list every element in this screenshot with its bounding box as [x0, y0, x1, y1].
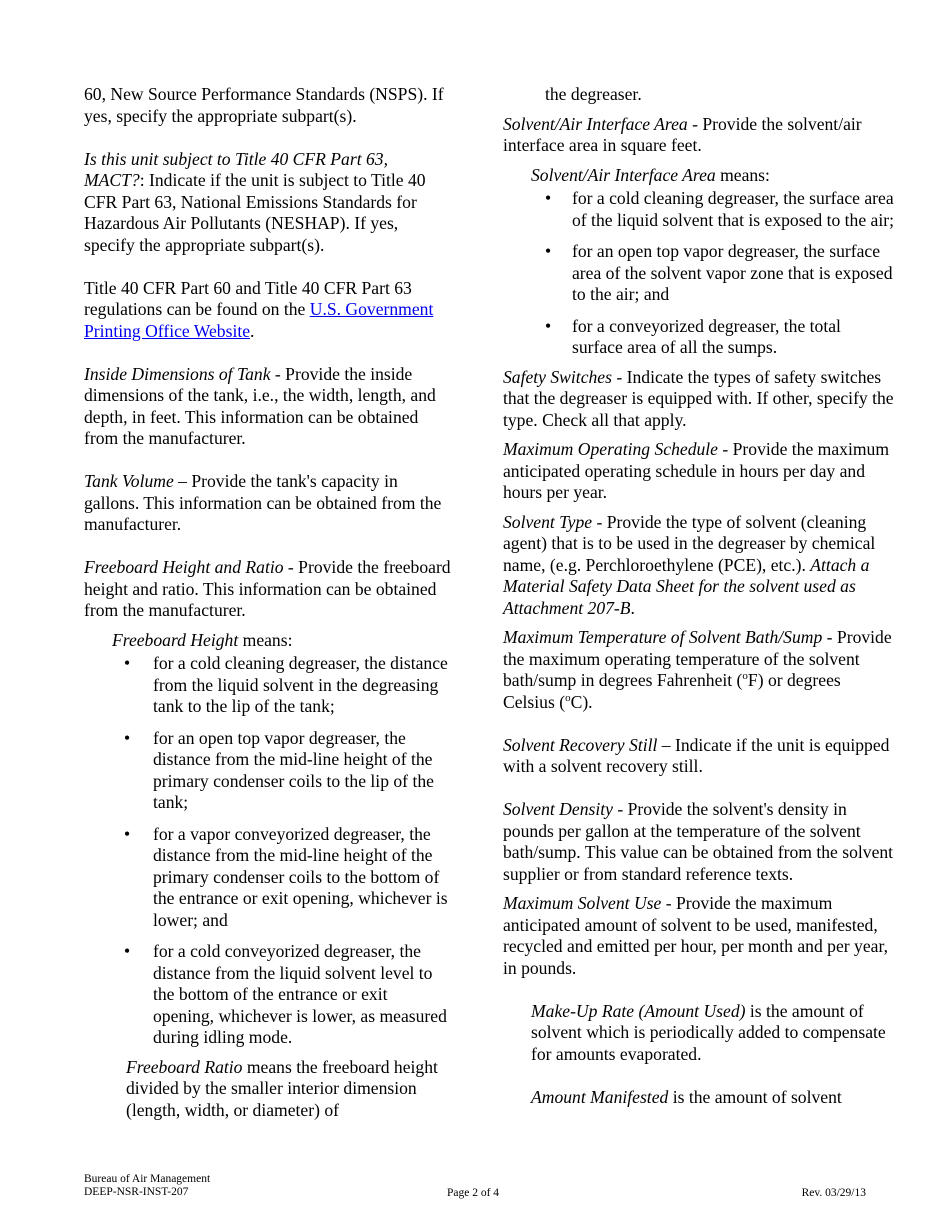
paragraph-max-solvent-use	[503, 893, 895, 979]
degree-symbol: o	[742, 670, 748, 683]
bullet-icon: •	[124, 727, 131, 748]
freeboard-height-text: means:	[238, 629, 293, 650]
bullet-icon: •	[124, 823, 131, 844]
paragraph-freeboard	[84, 557, 452, 622]
list-item-text: for a cold cleaning degreaser, the distance from the liquid solvent in the degreasing tank to the lip of the tank;	[153, 653, 448, 716]
footer-left	[84, 1173, 210, 1199]
inside-dimensions-text: - Provide the inside dimensions of the tank, i.e., the width, length, and depth, in feet. This information can be obtained from the manufacturer.	[84, 363, 436, 448]
list-item	[84, 728, 452, 814]
safety-switches-text: - Indicate the types of safety switches that the degreaser is equipped with. If other, specify the type. Check all that apply.	[503, 366, 894, 430]
list-item	[84, 653, 452, 718]
safety-switches-label: Safety Switches	[503, 366, 612, 387]
sai-means-label: Solvent/Air Interface Area	[531, 164, 716, 185]
solvent-type-attachment: Attach a Material Safety Data Sheet for the solvent used as Attachment 207-B	[503, 554, 870, 618]
max-solvent-use-label: Maximum Solvent Use	[503, 893, 662, 913]
paragraph-make-up-rate	[531, 1001, 895, 1066]
freeboard-ratio-text: means the freeboard height divided by the smaller interior dimension (length, width, or diameter) of	[126, 1056, 438, 1120]
make-up-rate-label: Make-Up Rate (Amount Used)	[531, 1000, 746, 1021]
list-item	[503, 188, 895, 231]
recovery-still-text: – Indicate if the unit is equipped with a solvent recovery still.	[503, 734, 890, 776]
regulations-end: .	[250, 320, 255, 341]
list-item	[503, 241, 895, 306]
paragraph-inside-dimensions	[84, 364, 452, 450]
paragraph-max-temperature	[503, 627, 895, 713]
solvent-density-label: Solvent Density	[503, 799, 613, 819]
operating-schedule-label: Maximum Operating Schedule	[503, 439, 718, 459]
freeboard-label: Freeboard Height and Ratio	[84, 557, 284, 577]
freeboard-height-list	[84, 653, 452, 1049]
max-temperature-label: Maximum Temperature of Solvent Bath/Sump	[503, 627, 823, 647]
paragraph-safety-switches	[503, 367, 895, 432]
list-item	[84, 824, 452, 932]
mact-question: Is this unit subject to Title 40 CFR Part 63, MACT?	[84, 148, 388, 190]
sai-label: Solvent/Air Interface Area	[503, 113, 688, 134]
make-up-rate-text: is the amount of solvent which is periodically added to compensate for amounts evaporated.	[531, 1000, 886, 1064]
bullet-icon: •	[545, 188, 552, 208]
sai-means	[531, 165, 895, 187]
amount-manifested-text: is the amount of solvent	[668, 1086, 842, 1107]
paragraph-tank-volume	[84, 471, 452, 536]
tank-volume-text: – Provide the tank's capacity in gallons. This information can be obtained from the manufacturer.	[84, 471, 442, 534]
sai-list	[503, 188, 895, 359]
paragraph-amount-manifested	[531, 1087, 895, 1109]
paragraph-regulations	[84, 278, 452, 343]
mact-text: : Indicate if the unit is subject to Title 40 CFR Part 63, National Emissions Standards for Hazardous Air Pollutants (NESHAP). If yes, specify the appropriate subpart(s).	[84, 170, 426, 255]
right-column	[503, 84, 895, 1130]
paragraph-operating-schedule	[503, 439, 895, 504]
page-number: Page 2 of 4	[447, 1187, 500, 1199]
paragraph-solvent-type	[503, 512, 895, 620]
operating-schedule-text: - Provide the maximum anticipated operating schedule in hours per day and hours per year.	[503, 439, 890, 502]
solvent-type-text: - Provide the type of solvent (cleaning agent) that is to be used in the degreaser by chemical name, (e.g. Perchloroethylene (PCE), etc.).	[503, 511, 876, 575]
tank-volume-label: Tank Volume	[84, 471, 174, 491]
list-item	[84, 941, 452, 1049]
list-item-text: for a cold conveyorized degreaser, the distance from the liquid solvent level to the bottom of the entrance or exit opening, whichever is lower, as measured during idling mode.	[153, 941, 447, 1047]
solvent-density-text: - Provide the solvent's density in pounds per gallon at the temperature of the solvent bath/sump. This value can be obtained from the solvent supplier or from standard reference texts.	[503, 799, 894, 884]
max-temperature-text-3: C).	[570, 691, 593, 712]
left-column	[84, 84, 452, 1143]
solvent-type-end: .	[630, 597, 635, 618]
bullet-icon: •	[545, 241, 552, 261]
bullet-icon: •	[124, 653, 131, 673]
freeboard-height-means	[112, 630, 452, 652]
list-item-text: for an open top vapor degreaser, the surface area of the solvent vapor zone that is exposed to the air; and	[572, 241, 893, 304]
freeboard-ratio	[126, 1057, 452, 1122]
paragraph-nsps: 60, New Source Performance Standards (NSPS). If yes, specify the appropriate subpart(s).	[84, 84, 444, 126]
freeboard-text: - Provide the freeboard height and ratio. This information can be obtained from the manufacturer.	[84, 557, 451, 620]
footer-doc-id: DEEP-NSR-INST-207	[84, 1186, 189, 1198]
continuation-text: the degreaser.	[545, 84, 642, 104]
sai-text: - Provide the solvent/air interface area in square feet.	[503, 113, 862, 155]
list-item-text: for an open top vapor degreaser, the distance from the mid-line height of the primary condenser coils to the lip of the tank;	[153, 727, 434, 812]
freeboard-ratio-label: Freeboard Ratio	[126, 1056, 243, 1077]
paragraph-solvent-air-interface	[503, 114, 895, 157]
list-item-text: for a cold cleaning degreaser, the surface area of the liquid solvent that is exposed to the air;	[572, 188, 895, 230]
bullet-icon: •	[124, 941, 131, 961]
freeboard-height-label: Freeboard Height	[112, 629, 239, 650]
max-temperature-text-2: F) or degrees Celsius (	[503, 670, 841, 712]
max-solvent-use-text: - Provide the maximum anticipated amount of solvent to be used, manifested, recycled and emitted per hour, per month and per year, in pounds.	[503, 893, 889, 978]
paragraph-mact	[84, 149, 452, 257]
gpo-website-link[interactable]: U.S. Government Printing Office Website	[84, 299, 434, 341]
amount-manifested-label: Amount Manifested	[531, 1086, 669, 1107]
regulations-text: Title 40 CFR Part 60 and Title 40 CFR Part 63 regulations can be found on the	[84, 277, 412, 319]
bullet-icon: •	[545, 315, 552, 336]
list-item	[503, 316, 895, 359]
paragraph-solvent-density	[503, 799, 895, 885]
sai-means-text: means:	[715, 164, 770, 185]
revision-date: Rev. 03/29/13	[801, 1187, 866, 1199]
solvent-type-label: Solvent Type	[503, 511, 593, 532]
recovery-still-label: Solvent Recovery Still	[503, 734, 658, 755]
list-item-text: for a conveyorized degreaser, the total surface area of all the sumps.	[572, 315, 841, 357]
list-item-text: for a vapor conveyorized degreaser, the distance from the mid-line height of the primary condenser coils to the bottom of the entrance or exit opening, whichever is lower; and	[153, 823, 448, 930]
inside-dimensions-label: Inside Dimensions of Tank	[84, 363, 271, 384]
footer-org: Bureau of Air Management	[84, 1173, 211, 1185]
max-temperature-text: - Provide the maximum operating temperature of the solvent bath/sump in degrees Fahrenheit (	[503, 627, 892, 690]
degree-symbol: o	[565, 691, 571, 704]
paragraph-recovery-still	[503, 735, 895, 778]
